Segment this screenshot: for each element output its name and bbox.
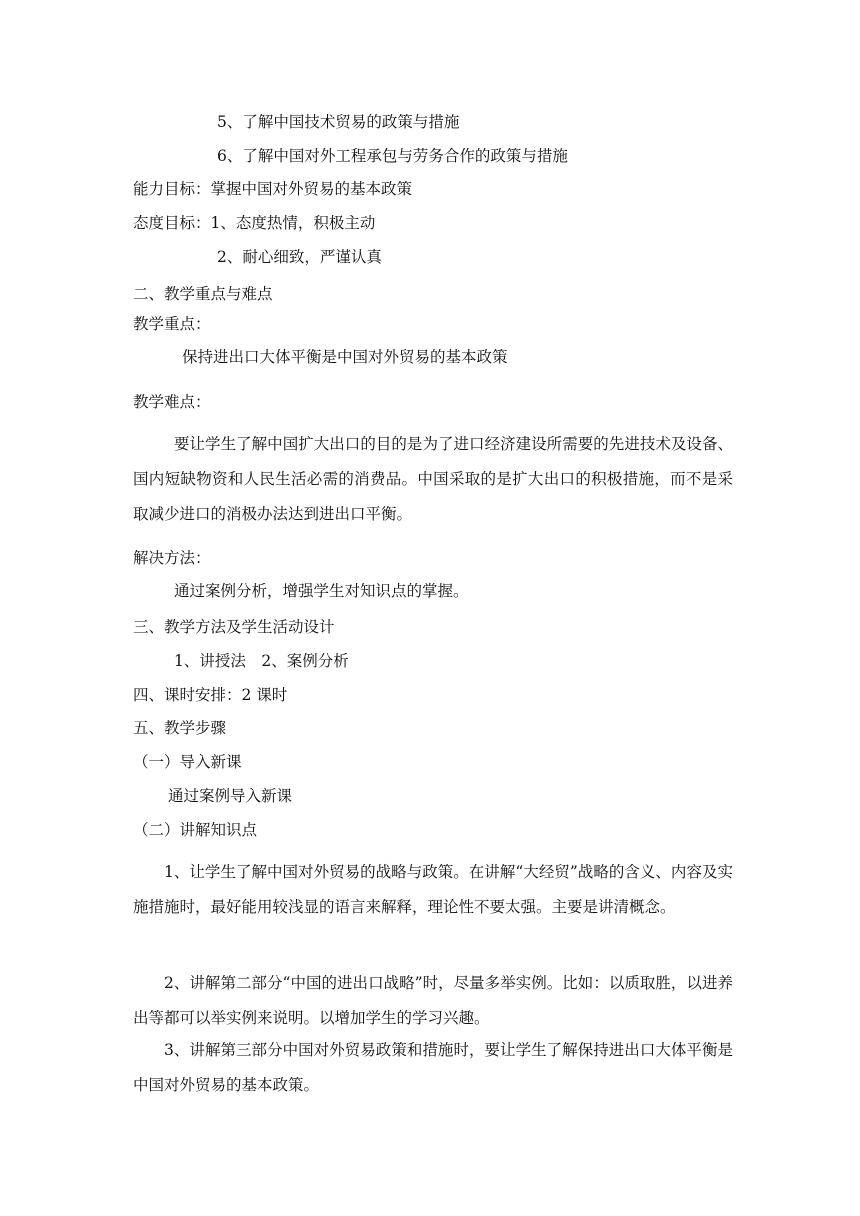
knowledge-point-1: 1、让学生了解中国对外贸易的战略与政策。在讲解“大经贸”战略的含义、内容及实施措施时，最好能用较浅显的语言来解释，理论性不要太强。主要是讲清概念。 <box>133 863 733 916</box>
key-point-label: 教学重点： <box>133 315 211 333</box>
step-1-heading: （一）导入新课 <box>133 753 242 771</box>
section-5-heading: 五、教学步骤 <box>133 719 227 737</box>
step-2-heading: （二）讲解知识点 <box>133 821 258 839</box>
section-4-heading: 四、课时安排：2 课时 <box>133 686 288 704</box>
section-3-heading: 三、教学方法及学生活动设计 <box>133 618 335 636</box>
teaching-methods: 1、讲授法 2、案例分析 <box>174 652 349 670</box>
section-2-heading: 二、教学重点与难点 <box>133 285 273 303</box>
objective-5: 5、了解中国技术贸易的政策与措施 <box>217 113 460 131</box>
knowledge-point-2: 2、讲解第二部分“中国的进出口战略”时，尽量多举实例。比如：以质取胜，以进养出等都可以举实例来说明。以增加学生的学习兴趣。 <box>133 974 733 1027</box>
step-1-text: 通过案例导入新课 <box>168 787 293 805</box>
key-point-text: 保持进出口大体平衡是中国对外贸易的基本政策 <box>182 348 508 366</box>
attitude-goal-1: 态度目标：1、态度热情，积极主动 <box>133 214 376 232</box>
solution-text: 通过案例分析，增强学生对知识点的掌握。 <box>174 582 469 600</box>
solution-label: 解决方法： <box>133 549 211 567</box>
knowledge-point-3: 3、讲解第三部分中国对外贸易政策和措施时，要让学生了解保持进出口大体平衡是中国对外贸易的基本政策。 <box>133 1041 733 1094</box>
difficulty-text: 要让学生了解中国扩大出口的目的是为了进口经济建设所需要的先进技术及设备、国内短缺物资和人民生活必需的消费品。中国采取的是扩大出口的积极措施，而不是采取减少进口的消极办法达到进出口平衡。 <box>133 435 733 523</box>
difficulty-label: 教学难点： <box>133 393 211 411</box>
ability-goal: 能力目标：掌握中国对外贸易的基本政策 <box>133 180 413 198</box>
attitude-goal-2: 2、耐心细致，严谨认真 <box>217 248 382 266</box>
objective-6: 6、了解中国对外工程承包与劳务合作的政策与措施 <box>217 147 568 165</box>
